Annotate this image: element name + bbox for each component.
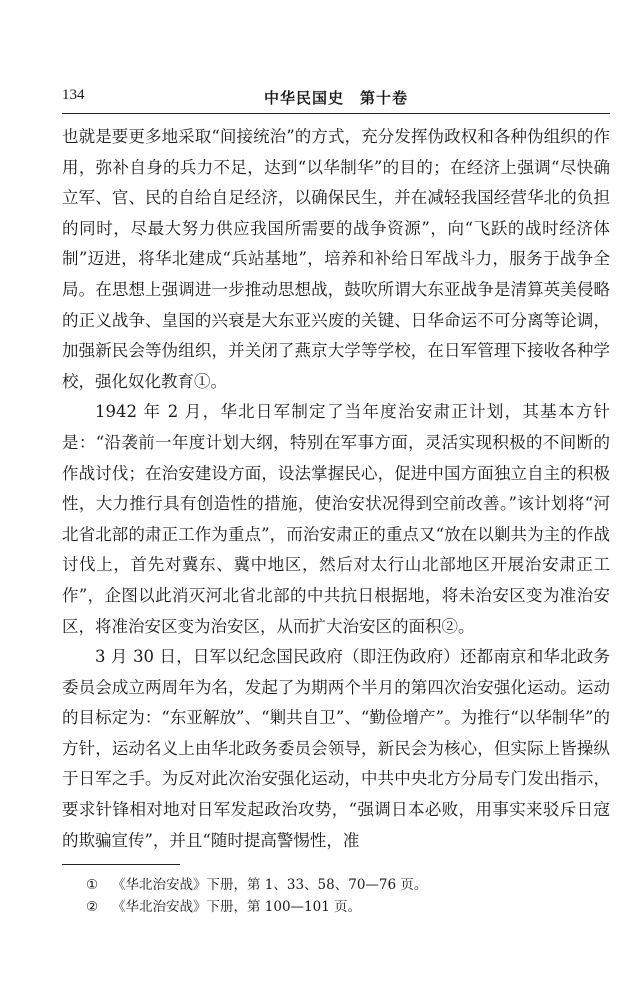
paragraph: 3 月 30 日，日军以纪念国民政府（即汪伪政府）还都南京和华北政务委员会成立两周年为名，发起了为期两个半月的第四次治安强化运动。运动的目标定为：“东亚解放”、“剿共自卫”、“勤俭增产”。为推行“以华制华”的方针，运动名义上由华北政务委员会领导，新民会为核心，但实际上皆操纵于日军之手。为反对此次治安强化运动，中共中央北方分局专门发出指示，要求针锋相对地对日军发起政治攻势，“强调日本必败，用事实来驳斥日寇的欺骗宣传”，并且“随时提高警惕性，准 (62, 647, 610, 850)
footnote-text: 《华北治安战》下册，第 1、33、58、70—76 页。 (112, 877, 428, 893)
footnote-marker: ① (86, 877, 99, 893)
header-rule (62, 113, 610, 114)
page-header (62, 85, 610, 113)
paragraph-continued: 也就是要更多地采取“间接统治”的方式，充分发挥伪政权和各种伪组织的作用，弥补自身的兵力不足，达到“以华制华”的目的；在经济上强调“尽快确立军、官、民的自给自足经济，以确保民生，并在减轻我国经营华北的负担的同时，尽最大努力供应我国所需要的战争资源”，向“飞跃的战时经济体制”迈进，将华北建成“兵站基地”，培养和补给日军战斗力，服务于战争全局。在思想上强调进一步推动思想战，鼓吹所谓大东亚战争是清算英美侵略的正义战争、皇国的兴衰是大东亚兴废的关键、日华命运不可分离等论调，加强新民会等伪组织，并关闭了燕京大学等学校，在日军管理下接收各种学校，强化奴化教育①。 (62, 127, 610, 391)
page-number: 134 (62, 87, 85, 103)
footnotes (86, 874, 606, 918)
footnote (86, 896, 606, 918)
body-text (62, 122, 610, 856)
footnote-rule (62, 864, 180, 865)
paragraph: 1942 年 2 月，华北日军制定了当年度治安肃正计划，其基本方针是：“沿袭前一年度计划大纲，特别在军事方面，灵活实现积极的不间断的作战讨伐；在治安建设方面，设法掌握民心，促进中国方面独立自主的积极性，大力推行具有创造性的措施，使治安状况得到空前改善。”该计划将“河北省北部的肃正工作为重点”，而治安肃正的重点又“放在以剿共为主的作战讨伐上，首先对冀东、冀中地区，然后对太行山北部地区开展治安肃正工作”，企图以此消灭河北省北部的中共抗日根据地，将未治安区变为准治安区，将准治安区变为治安区，从而扩大治安区的面积②。 (62, 402, 610, 636)
footnote-text: 《华北治安战》下册，第 100—101 页。 (112, 899, 362, 915)
footnote-marker: ② (86, 899, 99, 915)
footnote (86, 874, 606, 896)
running-head-title: 中华民国史 第十卷 (263, 89, 408, 107)
